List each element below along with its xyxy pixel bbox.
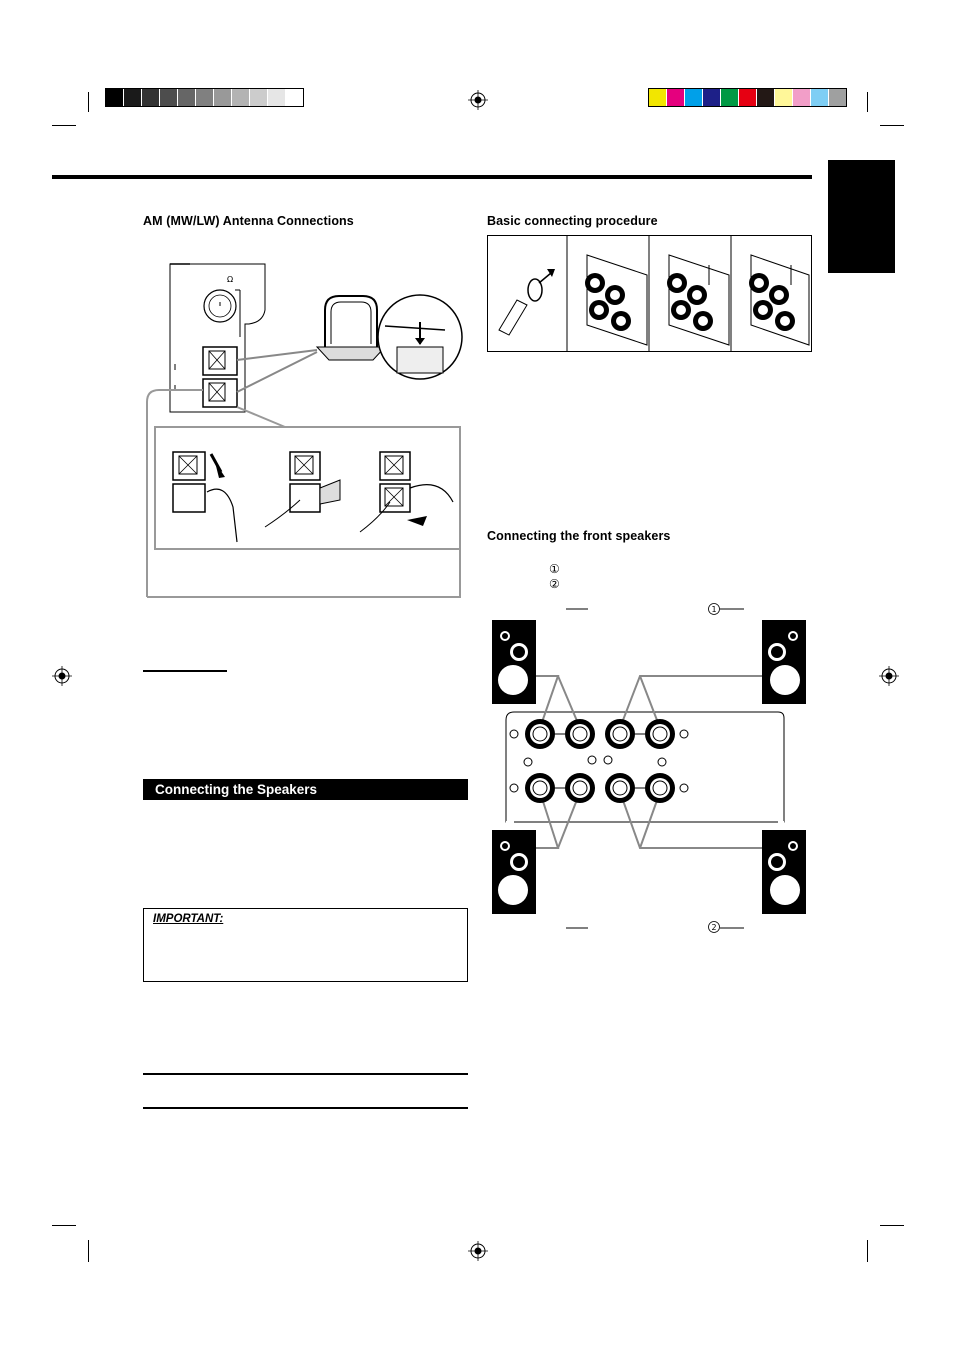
color-swatch — [250, 89, 268, 106]
section-rule — [143, 1107, 468, 1109]
side-tab — [828, 160, 895, 273]
important-label: IMPORTANT: — [153, 913, 224, 925]
grayscale-bar — [105, 88, 304, 107]
crop-mark — [880, 1225, 904, 1226]
color-swatch — [214, 89, 232, 106]
color-swatch — [703, 89, 721, 106]
crop-mark — [867, 1240, 868, 1262]
crop-mark — [867, 92, 868, 112]
basic-procedure-diagram — [487, 235, 812, 352]
header-rule — [52, 175, 812, 179]
color-swatch — [793, 89, 811, 106]
antenna-step-2 — [265, 452, 340, 527]
color-swatch — [268, 89, 286, 106]
color-swatch — [106, 89, 124, 106]
color-swatch — [721, 89, 739, 106]
section-rule — [143, 1073, 468, 1075]
important-box — [143, 908, 468, 982]
color-swatch — [160, 89, 178, 106]
crop-mark — [52, 125, 76, 126]
color-swatch — [829, 89, 846, 106]
speaker-bottom-right — [762, 830, 806, 914]
registration-target-icon — [468, 90, 488, 110]
crop-mark — [88, 1240, 89, 1262]
registration-target-icon — [52, 666, 72, 686]
color-swatch — [124, 89, 142, 106]
svg-text:Ω: Ω — [227, 275, 234, 284]
color-swatch — [232, 89, 250, 106]
antenna-step-1 — [173, 452, 237, 542]
crop-mark — [880, 125, 904, 126]
registration-target-icon — [468, 1241, 488, 1261]
front-speakers-heading: Connecting the front speakers — [487, 529, 671, 543]
color-swatch — [811, 89, 829, 106]
speaker-top-right — [762, 620, 806, 704]
step-marker-1: ① — [549, 562, 560, 576]
step-marker-2: ② — [549, 577, 560, 591]
am-antenna-diagram — [145, 252, 465, 597]
basic-procedure-heading: Basic connecting procedure — [487, 214, 658, 228]
color-swatch — [775, 89, 793, 106]
antenna-step-3 — [360, 452, 453, 532]
speakers-banner: Connecting the Speakers — [143, 779, 468, 800]
color-swatch — [649, 89, 667, 106]
color-swatch — [757, 89, 775, 106]
color-swatch — [196, 89, 214, 106]
crop-mark — [52, 1225, 76, 1226]
front-speakers-diagram — [488, 600, 810, 935]
am-antenna-heading: AM (MW/LW) Antenna Connections — [143, 214, 354, 228]
registration-target-icon — [879, 666, 899, 686]
color-swatch — [178, 89, 196, 106]
short-rule — [143, 670, 227, 672]
color-swatch — [286, 89, 303, 106]
speaker-bottom-left — [492, 830, 536, 914]
svg-text:2: 2 — [711, 923, 717, 932]
color-bar — [648, 88, 847, 107]
crop-mark — [88, 92, 89, 112]
color-swatch — [739, 89, 757, 106]
color-swatch — [667, 89, 685, 106]
color-swatch — [142, 89, 160, 106]
speaker-top-left — [492, 620, 536, 704]
svg-text:1: 1 — [711, 605, 717, 614]
color-swatch — [685, 89, 703, 106]
